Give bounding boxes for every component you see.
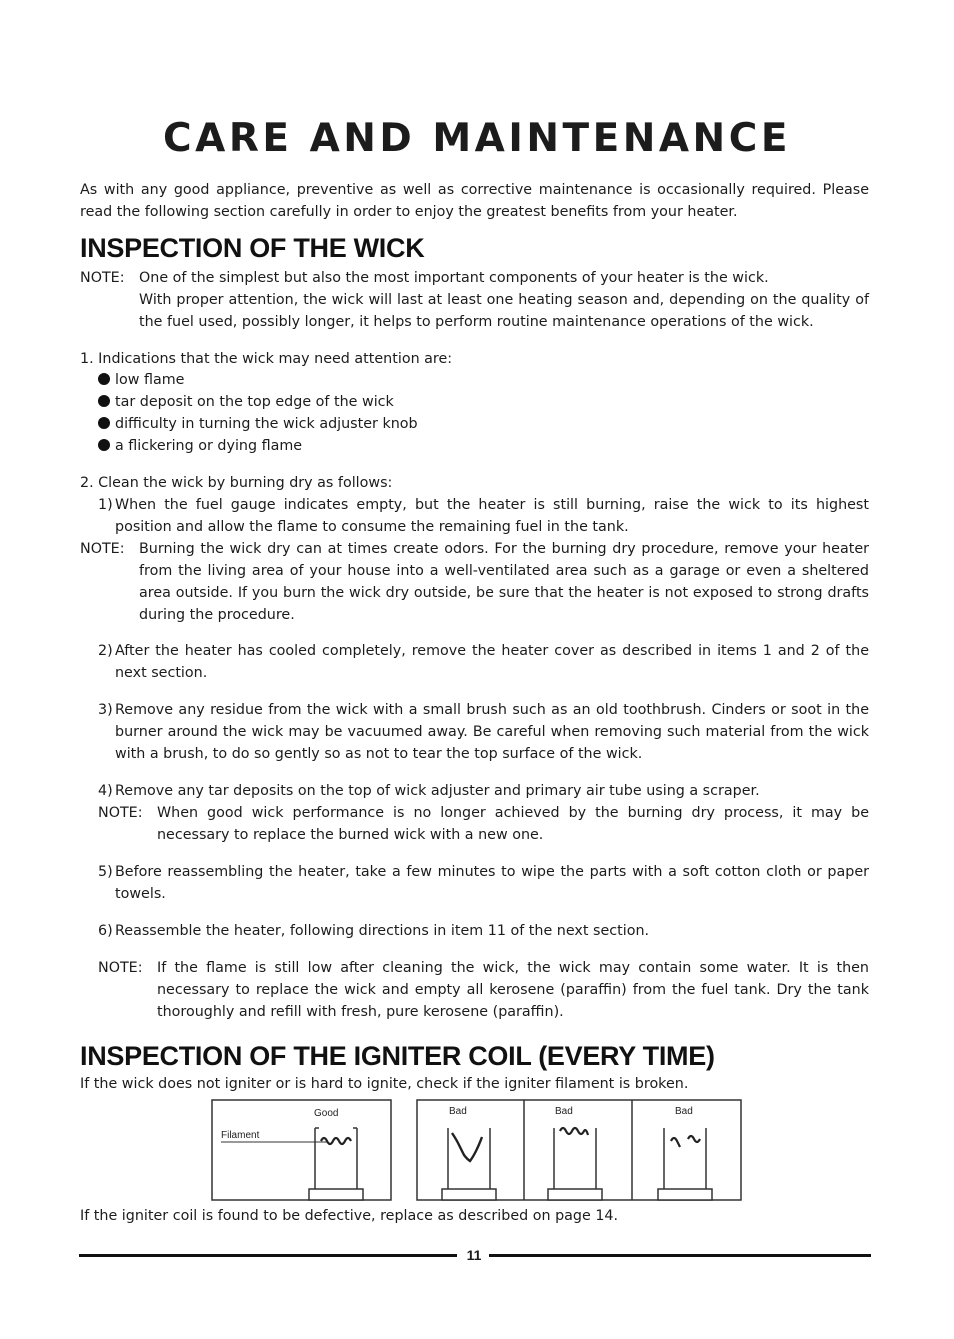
- bullet-item: tar deposit on the top edge of the wick: [98, 391, 394, 413]
- item-1: 1. Indications that the wick may need attention are:: [80, 351, 453, 367]
- step-3: 3) Remove any residue from the wick with a small brush such as an old toothbrush. Cinders or soot in the burner around the wick may be vacuumed away. Be careful when removing such material from the wick with a brush, to do so gently so as not to tear the top surface of the wick.: [98, 702, 869, 762]
- footer-rule-right: [489, 1254, 871, 1257]
- bullet-icon: [98, 373, 110, 385]
- igniter-outro: If the igniter coil is found to be defective, replace as described on page 14.: [80, 1208, 619, 1224]
- note-water: NOTE: If the flame is still low after cleaning the wick, the wick may contain some water. It is then necessary to replace the wick and empty all kerosene (paraffin) from the fuel tank. Dry the tank thoroughly and refill with fresh, pure kerosene (paraffin).: [98, 960, 869, 1020]
- item-2: 2. Clean the wick by burning dry as follows:: [80, 475, 393, 491]
- bullet-icon: [98, 439, 110, 451]
- step-1: 1) When the fuel gauge indicates empty, but the heater is still burning, raise the wick to its highest position and allow the flame to consume the remaining fuel in the tank.: [98, 497, 869, 535]
- note-burn-dry: NOTE: Burning the wick dry can at times create odors. For the burning dry procedure, remove your heater from the living area of your house into a well-ventilated area such as a garage or even a sheltered area outside. If you burn the wick dry outside, be sure that the heater is not exposed to strong drafts during the procedure.: [80, 541, 869, 623]
- filament-label: Filament: [221, 1130, 260, 1141]
- note-replace-wick: NOTE: When good wick performance is no longer achieved by the burning dry process, it may be necessary to replace the burned wick with a new one.: [98, 805, 869, 843]
- igniter-good-figure: [211, 1099, 392, 1201]
- note-line-1: One of the simplest but also the most important components of your heater is the wick.: [139, 270, 769, 286]
- igniter-intro: If the wick does not igniter or is hard to ignite, check if the igniter filament is broken.: [80, 1076, 689, 1092]
- bad-label: Bad: [449, 1106, 467, 1117]
- igniter-heading: INSPECTION OF THE IGNITER COIL (EVERY TIME): [80, 1041, 715, 1071]
- bad-label: Bad: [675, 1106, 693, 1117]
- wick-intro-note: [80, 267, 869, 333]
- note-line-2: With proper attention, the wick will last at least one heating season and, depending on the quality of the fuel used, possibly longer, it helps to perform routine maintenance operations of the wick.: [139, 292, 869, 330]
- footer-rule-left: [79, 1254, 457, 1257]
- bad-label: Bad: [555, 1106, 573, 1117]
- bullet-item: difficulty in turning the wick adjuster knob: [98, 413, 418, 435]
- step-6: 6) Reassemble the heater, following directions in item 11 of the next section.: [98, 923, 650, 939]
- bullet-item: a flickering or dying flame: [98, 435, 302, 457]
- note-label: NOTE:: [80, 270, 125, 286]
- good-label: Good: [314, 1108, 339, 1119]
- igniter-bad-figure: [416, 1099, 742, 1201]
- step-5: 5) Before reassembling the heater, take a few minutes to wipe the parts with a soft cotton cloth or paper towels.: [98, 864, 869, 902]
- wick-heading: INSPECTION OF THE WICK: [80, 233, 425, 263]
- step-2: 2) After the heater has cooled completely, remove the heater cover as described in items 1 and 2 of the next section.: [98, 643, 869, 681]
- bullet-item: low flame: [98, 369, 184, 391]
- intro-paragraph: As with any good appliance, preventive as well as corrective maintenance is occasionally required. Please read the following section carefully in order to enjoy the greatest benefits from your heater.: [80, 182, 869, 220]
- bullet-icon: [98, 417, 110, 429]
- step-4: 4) Remove any tar deposits on the top of wick adjuster and primary air tube using a scraper.: [98, 783, 760, 799]
- page-title: CARE AND MAINTENANCE: [163, 116, 791, 161]
- page-number: 11: [466, 1247, 482, 1263]
- bullet-icon: [98, 395, 110, 407]
